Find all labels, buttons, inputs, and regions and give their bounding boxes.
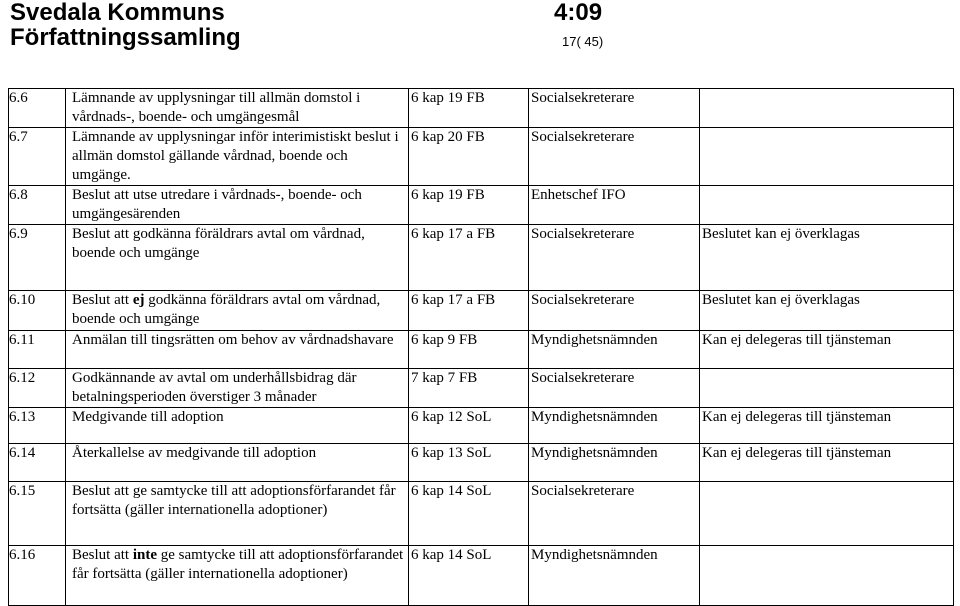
row-delegate: Socialsekreterare — [529, 89, 700, 128]
desc-text: Beslut att — [72, 547, 133, 563]
row-description: Återkallelse av medgivande till adoption — [66, 444, 409, 482]
table-row — [9, 291, 954, 331]
row-law: 6 kap 19 FB — [409, 89, 529, 128]
row-note — [700, 89, 954, 128]
table-row — [9, 444, 954, 482]
row-description: Beslut att ge samtycke till att adoptionsförfarandet får fortsätta (gäller internationella adoptioner) — [66, 482, 409, 546]
row-number: 6.14 — [9, 444, 66, 482]
row-law: 6 kap 9 FB — [409, 331, 529, 369]
table-row — [9, 331, 954, 369]
row-delegate: Socialsekreterare — [529, 291, 700, 331]
row-law: 6 kap 13 SoL — [409, 444, 529, 482]
row-note — [700, 128, 954, 186]
table-row — [9, 89, 954, 128]
row-number: 6.6 — [9, 89, 66, 128]
org-name: Svedala Kommuns — [10, 0, 225, 26]
row-description: Beslut att utse utredare i vårdnads-, boende- och umgängesärenden — [66, 186, 409, 225]
desc-text: Beslut att — [72, 292, 133, 308]
row-law: 6 kap 14 SoL — [409, 482, 529, 546]
row-description: Beslut att godkänna föräldrars avtal om vårdnad, boende och umgänge — [66, 225, 409, 291]
row-delegate: Enhetschef IFO — [529, 186, 700, 225]
table-row — [9, 128, 954, 186]
row-law: 6 kap 19 FB — [409, 186, 529, 225]
row-description: Lämnande av upplysningar inför interimistiskt beslut i allmän domstol gällande vårdnad, boende och umgänge. — [66, 128, 409, 186]
row-description: Medgivande till adoption — [66, 408, 409, 444]
row-number: 6.16 — [9, 546, 66, 606]
table-row — [9, 546, 954, 606]
desc-text: ge samtycke till att adoptionsförfarandet får fortsätta (gäller internationella adoptioner) — [72, 547, 404, 582]
row-note — [700, 546, 954, 606]
row-description: Anmälan till tingsrätten om behov av vårdnadshavare — [66, 331, 409, 369]
row-number: 6.10 — [9, 291, 66, 331]
header-time: 4:09 — [554, 0, 603, 26]
row-delegate: Myndighetsnämnden — [529, 444, 700, 482]
document-title: Författningssamling — [10, 24, 241, 51]
desc-emphasis: inte — [132, 547, 157, 563]
row-delegate: Socialsekreterare — [529, 128, 700, 186]
row-delegate: Myndighetsnämnden — [529, 546, 700, 606]
row-law: 7 kap 7 FB — [409, 369, 529, 408]
delegation-table — [8, 88, 954, 606]
row-description — [66, 291, 409, 331]
row-number: 6.15 — [9, 482, 66, 546]
row-delegate: Myndighetsnämnden — [529, 331, 700, 369]
row-description: Lämnande av upplysningar till allmän domstol i vårdnads-, boende- och umgängesmål — [66, 89, 409, 128]
row-number: 6.9 — [9, 225, 66, 291]
row-number: 6.13 — [9, 408, 66, 444]
table-row — [9, 408, 954, 444]
row-law: 6 kap 14 SoL — [409, 546, 529, 606]
row-delegate: Myndighetsnämnden — [529, 408, 700, 444]
row-note — [700, 369, 954, 408]
row-note: Kan ej delegeras till tjänsteman — [700, 408, 954, 444]
page-number: 17( 45) — [562, 34, 604, 49]
desc-emphasis: ej — [132, 292, 145, 308]
row-note: Beslutet kan ej överklagas — [700, 225, 954, 291]
table-row — [9, 369, 954, 408]
row-number: 6.11 — [9, 331, 66, 369]
row-delegate: Socialsekreterare — [529, 225, 700, 291]
row-note — [700, 482, 954, 546]
row-law: 6 kap 17 a FB — [409, 291, 529, 331]
row-description: Godkännande av avtal om underhållsbidrag där betalningsperioden överstiger 3 månader — [66, 369, 409, 408]
table-row — [9, 482, 954, 546]
row-number: 6.8 — [9, 186, 66, 225]
row-law: 6 kap 20 FB — [409, 128, 529, 186]
row-number: 6.7 — [9, 128, 66, 186]
row-description — [66, 546, 409, 606]
row-note — [700, 186, 954, 225]
row-law: 6 kap 12 SoL — [409, 408, 529, 444]
row-note: Kan ej delegeras till tjänsteman — [700, 331, 954, 369]
table-row — [9, 225, 954, 291]
row-law: 6 kap 17 a FB — [409, 225, 529, 291]
row-note: Beslutet kan ej överklagas — [700, 291, 954, 331]
row-delegate: Socialsekreterare — [529, 369, 700, 408]
row-note: Kan ej delegeras till tjänsteman — [700, 444, 954, 482]
row-delegate: Socialsekreterare — [529, 482, 700, 546]
table-row — [9, 186, 954, 225]
row-number: 6.12 — [9, 369, 66, 408]
desc-text: godkänna föräldrars avtal om vårdnad, boende och umgänge — [72, 292, 381, 327]
